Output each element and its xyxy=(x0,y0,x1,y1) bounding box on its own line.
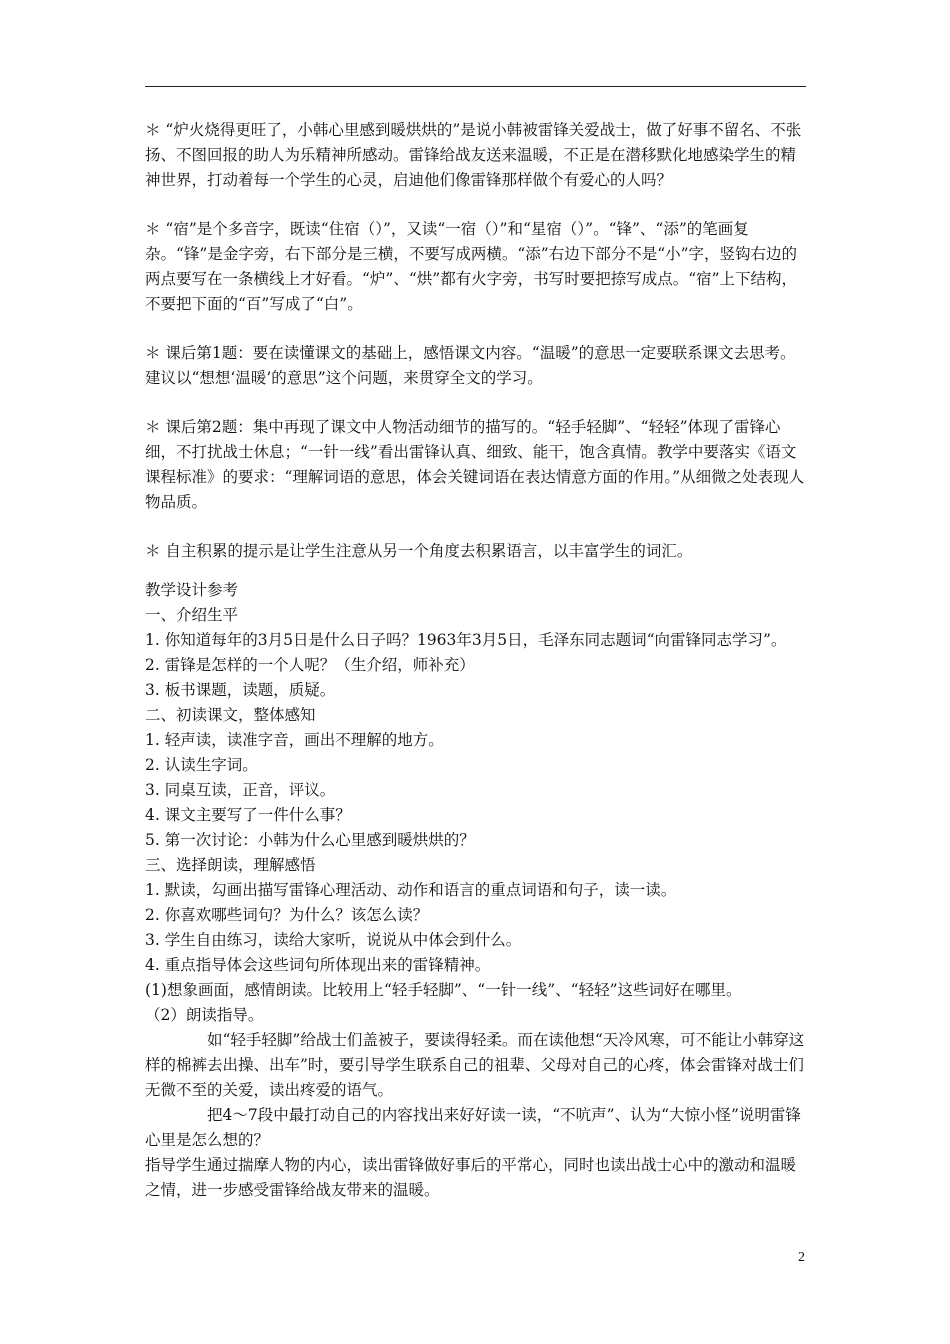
list-item: 4. 课文主要写了一件什么事？ xyxy=(145,806,351,824)
body-paragraph: 如“轻手轻脚”给战士们盖被子，要读得轻柔。而在读他想“天冷风寒，可不能让小韩穿这样的棉裤去出操、出车”时，要引导学生联系自己的祖辈、父母对自己的心疼，体会雷锋对战士们无微不至的关爱，读出疼爱的语气。 xyxy=(145,1031,805,1099)
note-paragraph: ＊ “宿”是个多音字，既读“住宿（）”，又读“一宿（）”和“星宿（）”。“锋”、“添”的笔画复杂。“锋”是金字旁，右下部分是三横，不要写成两横。“添”右边下部分不是“小”字，竖钩右边的两点要写在一条横线上才好看。“炉”、“烘”都有火字旁，书写时要把捺写成点。“宿”上下结构，不要把下面的“百”写成了“白”。 xyxy=(145,220,798,313)
list-item: 1. 轻声读，读准字音，画出不理解的地方。 xyxy=(145,731,444,749)
list-item: 3. 板书课题，读题，质疑。 xyxy=(145,681,336,699)
page-content xyxy=(145,118,810,1203)
section-heading: 二、初读课文，整体感知 xyxy=(145,706,316,724)
body-paragraph: 把4～7段中最打动自己的内容找出来好好读一读，“不吭声”、认为“大惊小怪”说明雷锋心里是怎么想的？ xyxy=(145,1106,801,1149)
page-number: 2 xyxy=(798,1250,805,1265)
section-heading: 三、选择朗读，理解感悟 xyxy=(145,856,316,874)
header-rule xyxy=(145,86,806,87)
list-item: 3. 学生自由练习，读给大家听，说说从中体会到什么。 xyxy=(145,931,522,949)
note-paragraph: ＊ 课后第1题：要在读懂课文的基础上，感悟课文内容。“温暖”的意思一定要联系课文去思考。建议以“想想‘温暖’的意思”这个问题，来贯穿全文的学习。 xyxy=(145,344,796,387)
list-item: 3. 同桌互读，正音，评议。 xyxy=(145,781,336,799)
list-item: （2）朗读指导。 xyxy=(145,1006,264,1024)
list-item: 2. 认读生字词。 xyxy=(145,756,258,774)
list-item: 1. 默读，勾画出描写雷锋心理活动、动作和语言的重点词语和句子，读一读。 xyxy=(145,881,677,899)
list-item: 2. 你喜欢哪些词句？为什么？该怎么读？ xyxy=(145,906,429,924)
list-item: 2. 雷锋是怎样的一个人呢？（生介绍，师补充） xyxy=(145,656,475,674)
body-paragraph: 指导学生通过揣摩人物的内心，读出雷锋做好事后的平常心，同时也读出战士心中的激动和温暖之情，进一步感受雷锋给战友带来的温暖。 xyxy=(145,1156,797,1199)
list-item: (1)想象画面，感情朗读。比较用上“轻手轻脚”、“一针一线”、“轻轻”这些词好在哪里。 xyxy=(145,981,742,999)
section-heading: 一、介绍生平 xyxy=(145,606,239,624)
design-title: 教学设计参考 xyxy=(145,581,239,599)
note-paragraph: ＊ 课后第2题：集中再现了课文中人物活动细节的描写的。“轻手轻脚”、“轻轻”体现了雷锋心细，不打扰战士休息；“一针一线”看出雷锋认真、细致、能干，饱含真情。教学中要落实《语文课程标准》的要求：“理解词语的意思，体会关键词语在表达情意方面的作用。”从细微之处表现人物品质。 xyxy=(145,418,805,511)
note-paragraph: ＊ “炉火烧得更旺了，小韩心里感到暖烘烘的”是说小韩被雷锋关爱战士，做了好事不留名、不张扬、不图回报的助人为乐精神所感动。雷锋给战友送来温暖，不正是在潜移默化地感染学生的精神世界，打动着每一个学生的心灵，启迪他们像雷锋那样做个有爱心的人吗？ xyxy=(145,121,802,189)
list-item: 1. 你知道每年的3月5日是什么日子吗？1963年3月5日，毛泽东同志题词“向雷锋同志学习”。 xyxy=(145,631,787,649)
list-item: 4. 重点指导体会这些词句所体现出来的雷锋精神。 xyxy=(145,956,491,974)
list-item: 5. 第一次讨论：小韩为什么心里感到暖烘烘的？ xyxy=(145,831,475,849)
note-paragraph: ＊ 自主积累的提示是让学生注意从另一个角度去积累语言，以丰富学生的词汇。 xyxy=(145,542,693,560)
